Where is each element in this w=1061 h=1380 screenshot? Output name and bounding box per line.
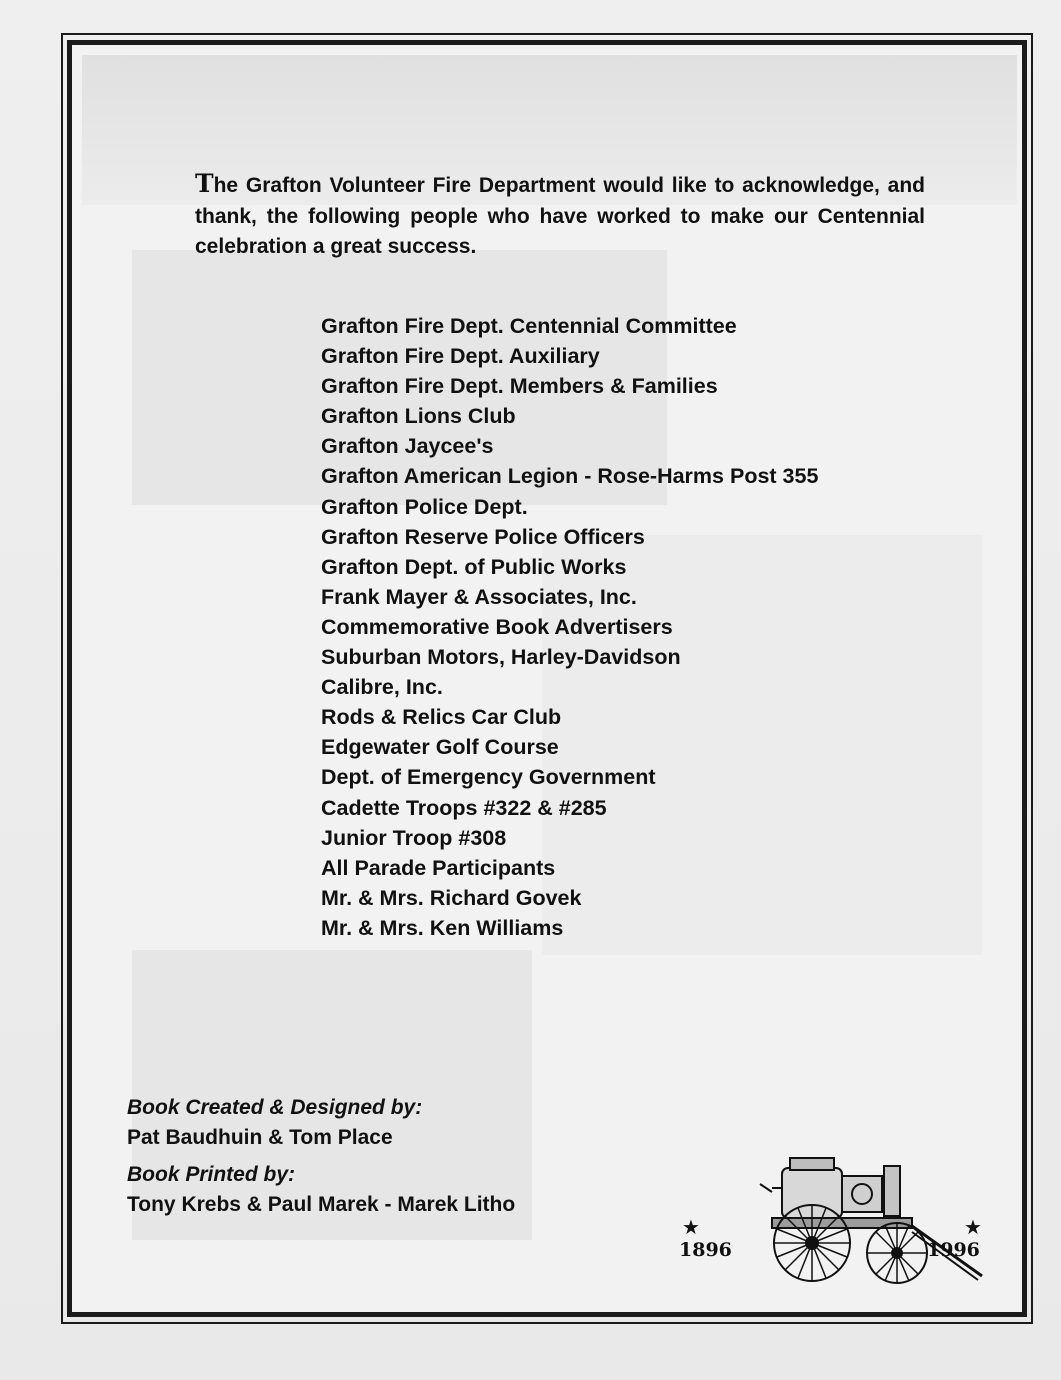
list-item: Mr. & Mrs. Ken Williams xyxy=(321,915,564,940)
star-icon: ★ xyxy=(682,1217,700,1239)
print-credit-names: Tony Krebs & Paul Marek - Marek Litho xyxy=(127,1193,516,1216)
list-item: Commemorative Book Advertisers xyxy=(321,614,673,639)
list-item: All Parade Participants xyxy=(321,855,556,880)
antique-fire-pumper-icon xyxy=(672,1148,992,1288)
list-item: Grafton Police Dept. xyxy=(321,494,528,519)
intro-dropcap: T xyxy=(195,169,214,198)
design-credit-names: Pat Baudhuin & Tom Place xyxy=(127,1126,393,1149)
list-item: Edgewater Golf Course xyxy=(321,735,559,760)
list-item: Suburban Motors, Harley-Davidson xyxy=(321,645,681,670)
print-credit-role: Book Printed by: xyxy=(127,1163,296,1186)
intro-text: he Grafton Volunteer Fire Department would like to acknowledge, and thank, the following people who have worked to make our Centennial celebration a great success. xyxy=(195,174,925,258)
centennial-year: 1996 xyxy=(927,1239,980,1261)
list-item: Grafton Fire Dept. Auxiliary xyxy=(321,344,600,369)
list-item: Grafton Fire Dept. Members & Families xyxy=(321,374,718,399)
design-credit xyxy=(127,1093,422,1153)
intro-paragraph xyxy=(195,169,925,263)
list-item: Mr. & Mrs. Richard Govek xyxy=(321,885,582,910)
founding-year: 1896 xyxy=(679,1239,732,1261)
list-item: Grafton Dept. of Public Works xyxy=(321,554,627,579)
list-item: Grafton Fire Dept. Centennial Committee xyxy=(321,314,737,338)
list-item: Calibre, Inc. xyxy=(321,675,443,700)
list-item: Dept. of Emergency Government xyxy=(321,765,656,790)
print-credit xyxy=(127,1160,515,1220)
acknowledgement-list xyxy=(321,311,818,943)
design-credit-role: Book Created & Designed by: xyxy=(127,1096,423,1119)
content-frame xyxy=(67,40,1027,1317)
list-item: Cadette Troops #322 & #285 xyxy=(321,795,607,820)
list-item: Rods & Relics Car Club xyxy=(321,705,562,730)
list-item: Frank Mayer & Associates, Inc. xyxy=(321,584,637,609)
list-item: Junior Troop #308 xyxy=(321,825,507,850)
list-item: Grafton American Legion - Rose-Harms Post 355 xyxy=(321,464,819,489)
list-item: Grafton Reserve Police Officers xyxy=(321,524,645,549)
list-item: Grafton Lions Club xyxy=(321,404,516,429)
star-icon: ★ xyxy=(964,1217,982,1239)
list-item: Grafton Jaycee's xyxy=(321,434,494,459)
